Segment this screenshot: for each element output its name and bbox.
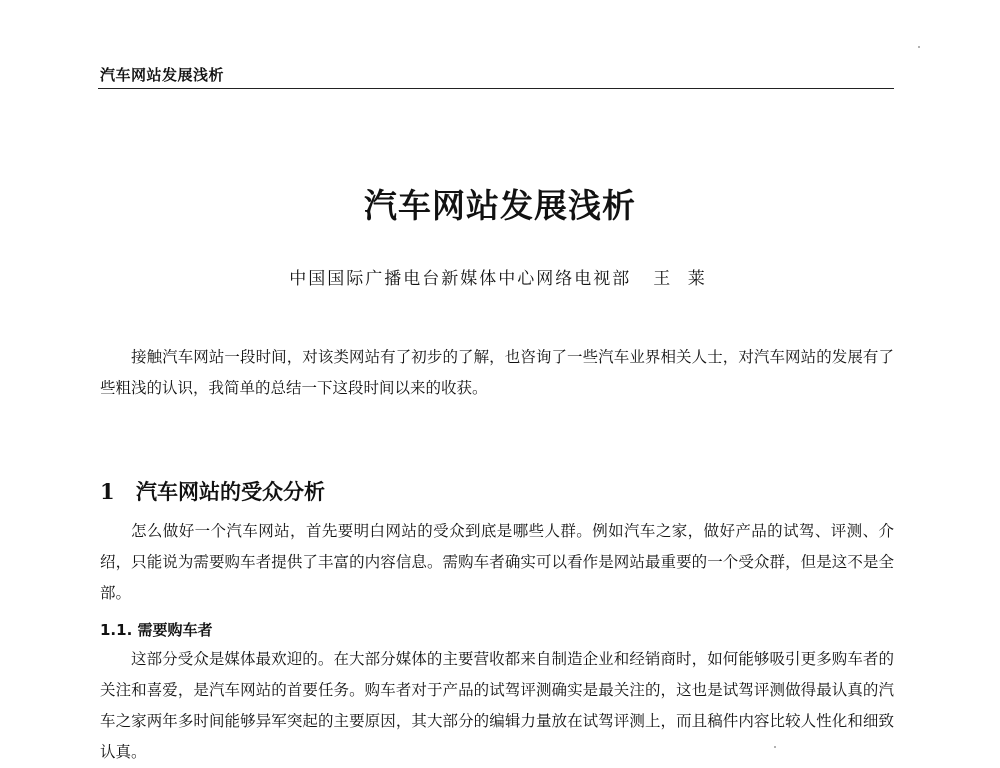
- author-name: 王 莱: [653, 269, 711, 289]
- section-heading: [100, 476, 325, 506]
- intro-paragraph: 接触汽车网站一段时间，对该类网站有了初步的了解，也咨询了一些汽车业界相关人士，对汽车网站的发展有了些粗浅的认识，我简单的总结一下这段时间以来的收获。: [100, 348, 894, 397]
- paper-title: 汽车网站发展浅析: [364, 186, 636, 225]
- scan-speck: [918, 46, 920, 48]
- subsection-title: 需要购车者: [137, 621, 213, 639]
- byline: [0, 264, 1000, 289]
- affiliation: 中国国际广播电台新媒体中心网络电视部: [289, 269, 632, 289]
- section-title: 汽车网站的受众分析: [136, 479, 325, 504]
- section-paragraph: 怎么做好一个汽车网站，首先要明白网站的受众到底是哪些人群。例如汽车之家，做好产品的试驾、评测、介绍，只能说为需要购车者提供了丰富的内容信息。需购车者确实可以看作是网站最重要的一个受众群，但是这不是全部。: [100, 522, 894, 602]
- subsection-number: 1.1.: [100, 621, 133, 639]
- subsection-heading: [100, 619, 213, 640]
- subsection-paragraph: 这部分受众是媒体最欢迎的。在大部分媒体的主要营收都来自制造企业和经销商时，如何能够吸引更多购车者的关注和喜爱，是汽车网站的首要任务。购车者对于产品的试驾评测确实是最关注的，这也是试驾评测做得最认真的汽车之家两年多时间能够异军突起的主要原因，其大部分的编辑力量放在试驾评测上，而且稿件内容比较人性化和细致认真。: [100, 650, 894, 761]
- section-number: 1: [100, 479, 115, 504]
- header-rule: [98, 88, 894, 89]
- running-header: 汽车网站发展浅析: [100, 66, 225, 84]
